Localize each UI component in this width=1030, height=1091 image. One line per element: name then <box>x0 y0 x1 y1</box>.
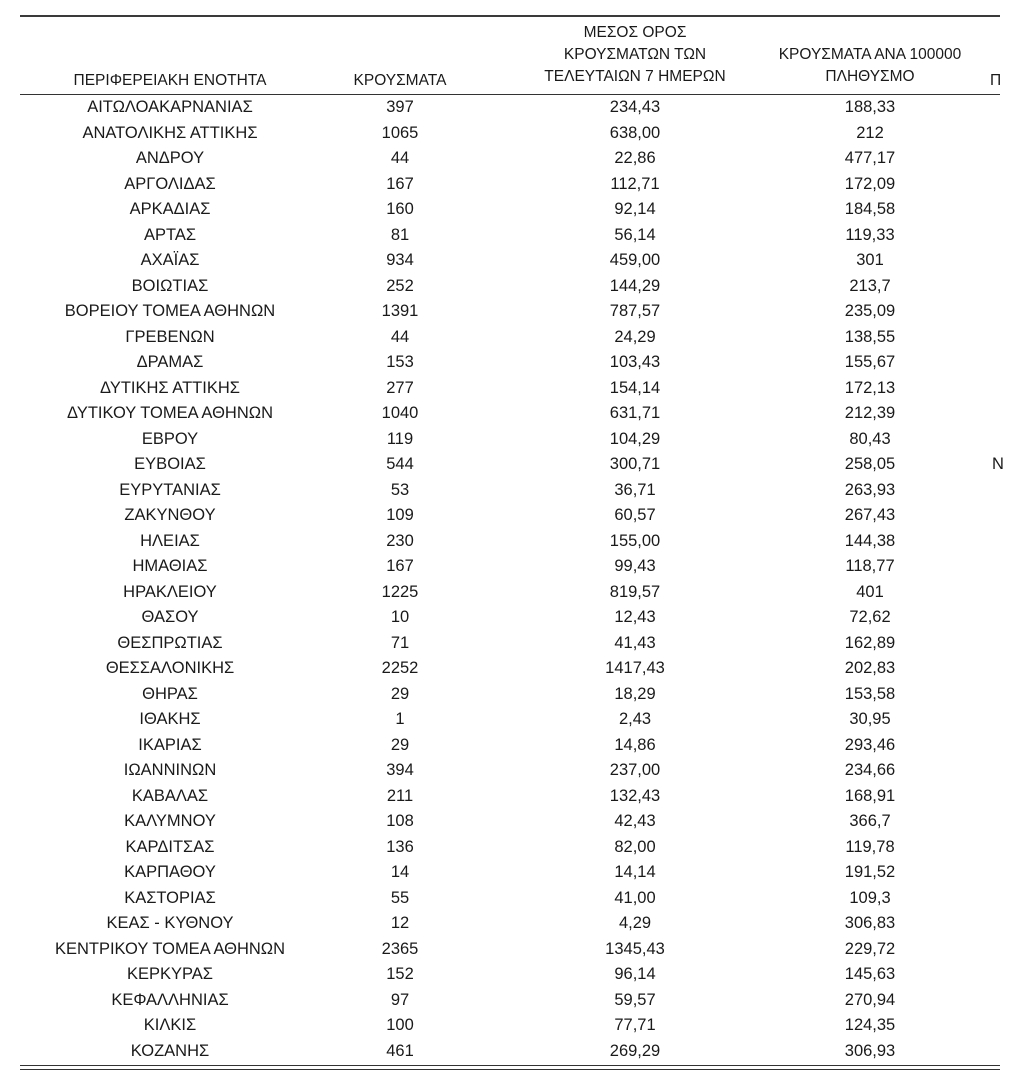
cell-per-100k: 72,62 <box>849 608 891 626</box>
cell-cases: 109 <box>386 506 414 524</box>
table-row <box>0 121 1000 147</box>
cell-per-100k: 155,67 <box>844 353 896 371</box>
table-row <box>0 886 1000 912</box>
header-cases: ΚΡΟΥΣΜΑΤΑ <box>353 72 447 89</box>
cell-region: ΕΥΒΟΙΑΣ <box>134 455 206 473</box>
cell-region: ΑΡΚΑΔΙΑΣ <box>129 200 211 218</box>
cell-avg-7days: 82,00 <box>614 837 656 856</box>
cell-region: ΓΡΕΒΕΝΩΝ <box>125 327 215 346</box>
table-row <box>0 554 1000 580</box>
cell-region: ΗΜΑΘΙΑΣ <box>132 557 208 575</box>
cell-region: ΚΑΛΥΜΝΟΥ <box>124 812 216 830</box>
cell-per-100k: 168,91 <box>844 786 896 805</box>
cell-cases: 55 <box>390 888 410 907</box>
cell-per-100k: 109,3 <box>849 888 891 907</box>
header-avg-line3: ΤΕΛΕΥΤΑΙΩΝ 7 ΗΜΕΡΩΝ <box>544 68 726 85</box>
cell-avg-7days: 96,14 <box>614 965 656 983</box>
table-row <box>0 197 1000 223</box>
cell-region: ΔΥΤΙΚΗΣ ΑΤΤΙΚΗΣ <box>100 378 240 397</box>
table-row <box>0 503 1000 529</box>
cell-region: ΑΝΑΤΟΛΙΚΗΣ ΑΤΤΙΚΗΣ <box>82 123 258 142</box>
table-row <box>0 860 1000 886</box>
cell-region: ΙΘΑΚΗΣ <box>139 710 201 728</box>
table-row <box>0 350 1000 376</box>
table-row <box>0 1013 1000 1039</box>
table-row <box>0 376 1000 402</box>
cell-cases: 2365 <box>381 939 419 958</box>
cell-avg-7days: 638,00 <box>609 123 661 142</box>
cell-per-100k: 188,33 <box>844 98 896 116</box>
cell-region: ΒΟΡΕΙΟΥ ΤΟΜΕΑ ΑΘΗΝΩΝ <box>64 302 276 320</box>
cell-per-100k: 229,72 <box>844 939 896 958</box>
cell-avg-7days: 234,43 <box>609 98 661 116</box>
cell-avg-7days: 2,43 <box>618 710 652 728</box>
cell-region: ΘΗΡΑΣ <box>142 684 198 703</box>
cell-cases: 81 <box>390 225 410 244</box>
cell-per-100k: 366,7 <box>849 812 891 830</box>
cell-cases: 394 <box>386 761 414 779</box>
table-body <box>0 95 1004 1064</box>
table-row <box>0 605 1000 631</box>
cell-region: ΚΕΝΤΡΙΚΟΥ ΤΟΜΕΑ ΑΘΗΝΩΝ <box>54 939 286 958</box>
cell-cases: 14 <box>390 863 410 881</box>
cell-avg-7days: 41,00 <box>614 888 656 907</box>
cell-per-100k: 267,43 <box>844 506 896 524</box>
cell-avg-7days: 92,14 <box>614 200 656 218</box>
cell-region: ΚΙΛΚΙΣ <box>143 1016 197 1034</box>
cell-avg-7days: 4,29 <box>618 914 652 932</box>
cell-per-100k: 270,94 <box>844 990 896 1009</box>
cell-region: ΙΩΑΝΝΙΝΩΝ <box>123 761 217 779</box>
cell-cases: 160 <box>386 200 414 218</box>
table-row <box>0 758 1000 784</box>
cell-per-100k: 80,43 <box>849 429 891 448</box>
cell-per-100k: 124,35 <box>844 1016 896 1034</box>
cell-avg-7days: 18,29 <box>614 684 656 703</box>
cell-avg-7days: 154,14 <box>609 378 661 397</box>
cell-cases: 153 <box>386 353 414 371</box>
cell-avg-7days: 77,71 <box>614 1016 656 1034</box>
cell-avg-7days: 104,29 <box>609 429 661 448</box>
cell-cases: 167 <box>386 174 414 193</box>
cell-region: ΑΧΑΪΑΣ <box>140 251 200 269</box>
cell-cases: 167 <box>386 557 414 575</box>
cell-region: ΙΚΑΡΙΑΣ <box>138 735 202 754</box>
cell-per-100k: 301 <box>856 251 884 269</box>
table-row <box>0 911 1000 937</box>
table-row <box>0 299 1000 325</box>
cell-cases: 53 <box>390 480 410 499</box>
cell-cases: 108 <box>386 812 414 830</box>
cell-extra: N <box>992 455 1004 473</box>
table-row <box>0 1039 1000 1065</box>
cell-region: ΑΙΤΩΛΟΑΚΑΡΝΑΝΙΑΣ <box>87 98 253 116</box>
cell-region: ΚΟΖΑΝΗΣ <box>130 1041 210 1060</box>
table-row <box>0 223 1000 249</box>
cell-per-100k: 306,93 <box>844 1041 896 1060</box>
cell-cases: 12 <box>390 914 410 932</box>
table-row <box>0 452 1004 478</box>
cell-avg-7days: 36,71 <box>614 480 656 499</box>
cell-cases: 934 <box>386 251 414 269</box>
cell-cases: 97 <box>390 990 410 1009</box>
cell-region: ΖΑΚΥΝΘΟΥ <box>124 506 216 524</box>
cell-per-100k: 212,39 <box>844 404 896 422</box>
cell-avg-7days: 300,71 <box>609 455 661 473</box>
header-per-line1: ΚΡΟΥΣΜΑΤΑ ΑΝΑ 100000 <box>778 46 962 63</box>
cell-per-100k: 118,77 <box>845 557 895 575</box>
cell-avg-7days: 41,43 <box>614 633 656 652</box>
cell-per-100k: 293,46 <box>844 735 896 754</box>
table-row <box>0 401 1000 427</box>
table-row <box>0 427 1000 453</box>
table-row <box>0 95 1000 121</box>
cell-cases: 252 <box>386 276 414 295</box>
cell-cases: 2252 <box>381 659 419 677</box>
table-row <box>0 937 1000 963</box>
cell-per-100k: 477,17 <box>844 149 896 167</box>
table-row <box>0 478 1000 504</box>
cell-avg-7days: 22,86 <box>614 149 656 167</box>
table-bottom-border-2 <box>20 1069 1000 1070</box>
cell-avg-7days: 60,57 <box>614 506 656 524</box>
table-row <box>0 835 1000 861</box>
cell-per-100k: 138,55 <box>844 327 896 346</box>
cell-per-100k: 263,93 <box>844 480 896 499</box>
cell-avg-7days: 1345,43 <box>605 939 665 958</box>
table-row <box>0 733 1000 759</box>
cell-cases: 544 <box>386 455 414 473</box>
cell-region: ΚΑΣΤΟΡΙΑΣ <box>124 888 216 907</box>
table-row <box>0 784 1000 810</box>
cell-avg-7days: 24,29 <box>614 327 656 346</box>
cell-region: ΚΑΡΔΙΤΣΑΣ <box>125 837 215 856</box>
cell-region: ΚΕΡΚΥΡΑΣ <box>126 965 213 983</box>
table-row <box>0 146 1000 172</box>
cell-region: ΘΑΣΟΥ <box>141 608 199 626</box>
cell-cases: 44 <box>390 327 410 346</box>
cell-per-100k: 172,13 <box>844 378 896 397</box>
table-top-border <box>20 15 1000 17</box>
cell-per-100k: 119,33 <box>845 225 895 244</box>
cell-cases: 29 <box>390 735 410 754</box>
header-extra-partial: Π <box>990 72 1002 89</box>
cell-avg-7days: 144,29 <box>609 276 661 295</box>
cell-cases: 29 <box>390 684 410 703</box>
cell-region: ΚΕΑΣ - ΚΥΘΝΟΥ <box>106 914 234 932</box>
cell-per-100k: 213,7 <box>849 276 891 295</box>
cell-region: ΚΕΦΑΛΛΗΝΙΑΣ <box>111 990 229 1009</box>
cell-per-100k: 144,38 <box>844 531 896 550</box>
cell-avg-7days: 42,43 <box>614 812 656 830</box>
cell-avg-7days: 99,43 <box>614 557 656 575</box>
cell-avg-7days: 631,71 <box>609 404 661 422</box>
cell-per-100k: 172,09 <box>844 174 896 193</box>
cell-region: ΗΡΑΚΛΕΙΟΥ <box>123 582 217 601</box>
cell-cases: 230 <box>386 531 414 550</box>
cell-per-100k: 30,95 <box>849 710 891 728</box>
cell-per-100k: 184,58 <box>844 200 896 218</box>
cell-region: ΔΡΑΜΑΣ <box>136 353 204 371</box>
cell-per-100k: 119,78 <box>845 837 895 856</box>
cell-cases: 71 <box>390 633 410 652</box>
cell-cases: 1225 <box>381 582 419 601</box>
cell-region: ΔΥΤΙΚΟΥ ΤΟΜΕΑ ΑΘΗΝΩΝ <box>67 404 273 422</box>
cell-avg-7days: 237,00 <box>609 761 661 779</box>
cell-avg-7days: 103,43 <box>609 353 661 371</box>
cell-avg-7days: 269,29 <box>609 1041 661 1060</box>
table-row <box>0 809 1000 835</box>
table-row <box>0 682 1000 708</box>
table-bottom-border-1 <box>20 1065 1000 1066</box>
header-per-100k <box>750 44 990 88</box>
header-avg-line2: ΚΡΟΥΣΜΑΤΩΝ ΤΩΝ <box>563 46 707 63</box>
cell-avg-7days: 12,43 <box>614 608 656 626</box>
header-region: ΠΕΡΙΦΕΡΕΙΑΚΗ ΕΝΟΤΗΤΑ <box>73 72 267 89</box>
cell-per-100k: 401 <box>856 582 884 601</box>
cell-region: ΘΕΣΠΡΩΤΙΑΣ <box>117 633 223 652</box>
cell-avg-7days: 787,57 <box>609 302 661 320</box>
cell-region: ΒΟΙΩΤΙΑΣ <box>131 276 209 295</box>
cell-avg-7days: 14,14 <box>614 863 656 881</box>
cell-cases: 1040 <box>381 404 419 422</box>
cell-region: ΑΡΓΟΛΙΔΑΣ <box>124 174 216 193</box>
table-row <box>0 274 1000 300</box>
cell-cases: 100 <box>386 1016 414 1034</box>
cell-region: ΕΥΡΥΤΑΝΙΑΣ <box>119 480 221 499</box>
cell-per-100k: 202,83 <box>844 659 896 677</box>
cell-per-100k: 162,89 <box>844 633 896 652</box>
cell-avg-7days: 155,00 <box>609 531 661 550</box>
cell-region: ΑΝΔΡΟΥ <box>135 149 205 167</box>
cell-cases: 1065 <box>381 123 419 142</box>
cell-per-100k: 235,09 <box>844 302 896 320</box>
table-row <box>0 325 1000 351</box>
cell-cases: 136 <box>386 837 414 856</box>
cell-cases: 119 <box>386 429 414 448</box>
cell-per-100k: 234,66 <box>844 761 896 779</box>
cell-cases: 152 <box>386 965 414 983</box>
cell-avg-7days: 819,57 <box>609 582 661 601</box>
cell-per-100k: 306,83 <box>844 914 896 932</box>
cell-cases: 44 <box>390 149 410 167</box>
cell-cases: 461 <box>386 1041 414 1060</box>
cell-region: ΚΑΒΑΛΑΣ <box>131 786 209 805</box>
table-row <box>0 707 1000 733</box>
cell-avg-7days: 112,71 <box>610 174 660 193</box>
table-row <box>0 529 1000 555</box>
cell-avg-7days: 1417,43 <box>605 659 665 677</box>
cell-cases: 397 <box>386 98 414 116</box>
cell-region: ΑΡΤΑΣ <box>143 225 197 244</box>
cell-per-100k: 191,52 <box>844 863 896 881</box>
cell-avg-7days: 459,00 <box>609 251 661 269</box>
cell-cases: 211 <box>386 786 414 805</box>
table-row <box>0 248 1000 274</box>
cell-per-100k: 153,58 <box>844 684 896 703</box>
header-avg-7days <box>520 22 750 88</box>
cell-per-100k: 145,63 <box>844 965 896 983</box>
cell-per-100k: 258,05 <box>844 455 896 473</box>
header-per-line2: ΠΛΗΘΥΣΜΟ <box>825 68 915 85</box>
table-row <box>0 656 1000 682</box>
cell-per-100k: 212 <box>856 123 884 142</box>
table-row <box>0 172 1000 198</box>
cell-region: ΗΛΕΙΑΣ <box>140 531 200 550</box>
cell-avg-7days: 59,57 <box>614 990 656 1009</box>
cell-region: ΕΒΡΟΥ <box>141 429 199 448</box>
table-row <box>0 580 1000 606</box>
cell-cases: 277 <box>386 378 414 397</box>
cell-cases: 1391 <box>381 302 419 320</box>
header-avg-line1: ΜΕΣΟΣ ΟΡΟΣ <box>583 24 687 41</box>
table-row <box>0 962 1000 988</box>
cell-avg-7days: 132,43 <box>609 786 661 805</box>
cell-cases: 10 <box>390 608 410 626</box>
cell-avg-7days: 14,86 <box>614 735 656 754</box>
cell-cases: 1 <box>395 710 405 728</box>
table-row <box>0 988 1000 1014</box>
table-row <box>0 631 1000 657</box>
cell-avg-7days: 56,14 <box>614 225 656 244</box>
cell-region: ΚΑΡΠΑΘΟΥ <box>124 863 216 881</box>
cell-region: ΘΕΣΣΑΛΟΝΙΚΗΣ <box>105 659 235 677</box>
